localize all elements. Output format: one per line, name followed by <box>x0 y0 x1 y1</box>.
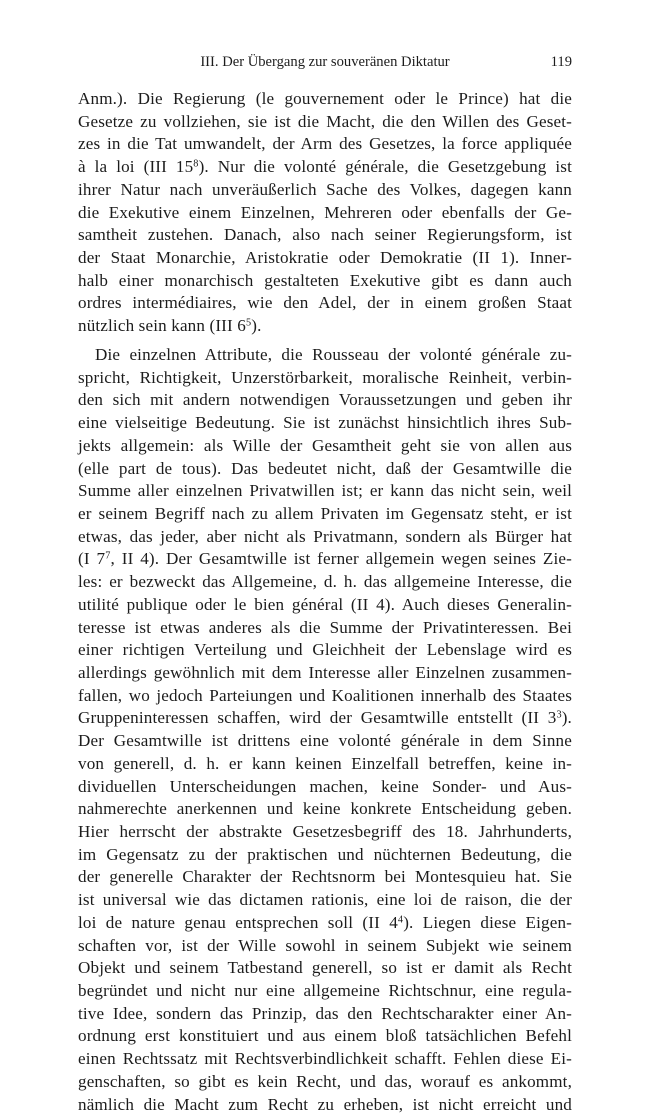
text-line: spricht, Richtigkeit, Unzerstörbarkeit, moralische Reinheit, verbin- <box>78 367 572 387</box>
text-line: Anm.). Die Regierung (le gouvernement oder le Prince) hat die <box>78 89 572 108</box>
text-line: à la loi (III $15^8$). Nur die volonté générale, die Gesetzgebung ist <box>78 157 572 177</box>
text-line: zes in die Tat umwandelt, der Arm des Gesetzes, la force appliquée <box>78 134 572 154</box>
text-line: er seinem Begriff nach zu allem Privaten im Gegensatz steht, er ist <box>78 503 572 523</box>
text-line: jekts allgemein: als Wille der Gesamtheit geht sie von allen aus <box>78 435 572 455</box>
text-line: begründet und nicht nur eine allgemeine Richtschnur, eine regula- <box>78 981 572 1001</box>
text-line: nahmerechte anerkennen und keine konkrete Entscheidung geben. <box>78 799 572 819</box>
text-line: einer richtigen Verteilung und Gleichheit der Lebenslage wird es <box>78 640 572 660</box>
page-number: 119 <box>550 54 572 70</box>
text-line: einen Rechtssatz mit Rechtsverbindlichkeit schafft. Fehlen diese Ei- <box>78 1049 572 1069</box>
paragraph <box>78 88 572 338</box>
text-line: Summe aller einzelnen Privatwillen ist; er kann das nicht sein, weil <box>78 481 572 501</box>
running-header <box>78 51 572 73</box>
text-line: die Exekutive einem Einzelnen, Mehreren oder ebenfalls der Ge- <box>78 202 572 222</box>
text-line: les: er bezweckt das Allgemeine, d. h. das allgemeine Interesse, die <box>78 572 572 592</box>
text-line: im Gegensatz zu der praktischen und nüchternen Bedeutung, die <box>78 844 572 864</box>
text-line: der Staat Monarchie, Aristokratie oder Demokratie (II 1). Inner- <box>78 248 572 268</box>
text-line: loi de nature genau entsprechen soll (II $4^4$). Liegen diese Eigen- <box>78 912 573 932</box>
text-line: dividuellen Unterscheidungen machen, keine Sonder- und Aus- <box>78 776 572 796</box>
text-line: Der Gesamtwille ist drittens eine volonté générale in dem Sinne <box>78 731 572 751</box>
text-line: (elle part de tous). Das bedeutet nicht, daß der Gesamtwille die <box>78 458 572 478</box>
footnote-marker: 8 <box>193 158 199 170</box>
text-line: fallen, wo jedoch Parteiungen und Koalitionen innerhalb des Staates <box>78 685 572 705</box>
text-line: eine vielseitige Bedeutung. Sie ist zunächst hinsichtlich ihres Sub- <box>78 413 572 433</box>
text-line: halb einer monarchisch gestalteten Exekutive gibt es dann auch <box>78 270 572 290</box>
text-line: tive Idee, sondern das Prinzip, das den Rechtscharakter einer An- <box>78 1003 572 1023</box>
text-line: den sich mit andern notwendigen Voraussetzungen und geben ihr <box>78 390 572 410</box>
text-line: ihrer Natur nach unveräußerlich Sache des Volkes, dagegen kann <box>78 179 572 199</box>
text-line: teresse ist etwas anderes als die Summe der Privatinteressen. Bei <box>78 617 572 637</box>
text-line: Objekt und seinem Tatbestand generell, so ist er damit als Recht <box>78 958 572 978</box>
text-line: nämlich die Macht zum Recht zu erheben, ist nicht erreicht und <box>78 1094 572 1114</box>
footnote-marker: 3 <box>556 709 562 721</box>
text-line: etwas, das jeder, aber nicht als Privatmann, sondern als Bürger hat <box>78 526 572 546</box>
footnote-marker: 7 <box>105 550 111 562</box>
footnote-marker: 4 <box>397 914 404 926</box>
text-line: nützlich sein kann (III $6^5$). <box>78 316 262 336</box>
paragraph <box>78 344 572 1116</box>
text-line: ordnung erst konstituiert und aus einem bloß tatsächlichen Befehl <box>78 1026 572 1046</box>
text-line: samtheit zustehen. Danach, also nach seiner Regierungsform, ist <box>78 225 572 245</box>
text-line: Gruppeninteressen schaffen, wird der Gesamtwille entstellt (II $3^3$). <box>78 708 572 728</box>
text-line: utilité publique oder le bien général (II 4). Auch dieses Generalin- <box>78 594 572 614</box>
text-line: ist universal wie das dictamen rationis, eine loi de raison, die der <box>78 890 572 910</box>
text-line: Hier herrscht der abstrakte Gesetzesbegriff des 18. Jahrhunderts, <box>78 822 572 841</box>
text-line: schaften vor, ist der Wille sowohl in seinem Subjekt wie seinem <box>78 935 572 955</box>
text-line: genschaften, so gibt es kein Recht, und das, worauf es ankommt, <box>78 1071 572 1091</box>
text-line: ordres intermédiaires, wie den Adel, der in einem großen Staat <box>78 293 572 313</box>
text-line: (I $7^7$, II 4). Der Gesamtwille ist ferner allgemein wegen seines Zie- <box>78 549 572 569</box>
text-line: Die einzelnen Attribute, die Rousseau der volonté générale zu- <box>95 344 572 364</box>
body-text <box>78 88 572 1116</box>
footnote-marker: 5 <box>246 317 252 329</box>
chapter-title: III. Der Übergang zur souveränen Diktatur <box>200 54 450 70</box>
text-line: allerdings gewöhnlich mit dem Interesse aller Einzelnen zusammen- <box>78 662 572 682</box>
text-line: Gesetze zu vollziehen, sie ist die Macht, die den Willen des Geset- <box>78 111 572 131</box>
text-line: von generell, d. h. er kann keinen Einzelfall betreffen, keine in- <box>78 753 572 773</box>
text-line: der generelle Charakter der Rechtsnorm bei Montesquieu hat. Sie <box>78 867 572 887</box>
